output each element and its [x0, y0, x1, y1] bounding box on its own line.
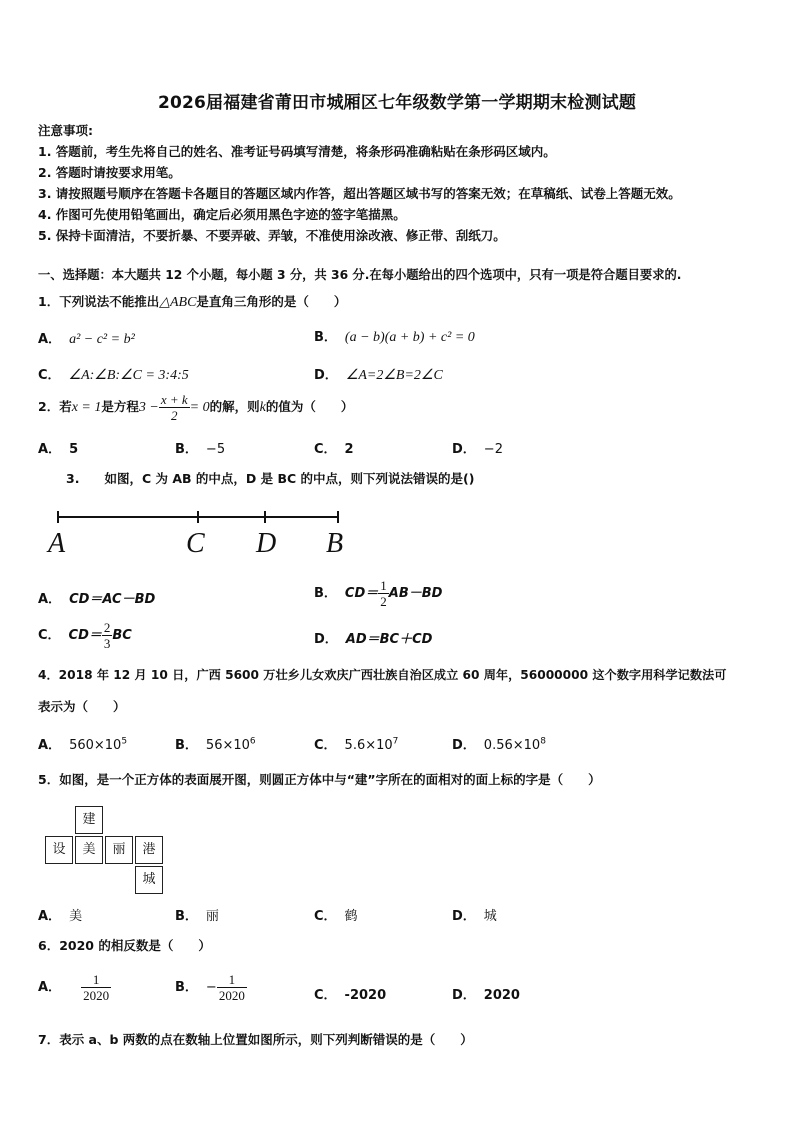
q6-option-c: C． -2020 — [314, 988, 387, 1003]
q5-cube-net — [45, 806, 175, 896]
q3-point-a: A — [48, 528, 66, 559]
q5-stem: 5．如图，是一个正方体的表面展开图，则圆正方体中与“建”字所在的面相对的面上标的字是（ ） — [38, 772, 601, 787]
q3-option-b: B． CD＝ $\frac{1}{2}$ AB－BD — [314, 578, 443, 609]
net-cell: 港 — [135, 836, 163, 864]
q2-stem: 2．若x = 1是方程3 − $\frac{x + k}{2}$ = 0的解，则k的值为（ ） — [38, 392, 354, 423]
q2-option-b: B． −5 — [175, 442, 226, 457]
q1-stem: 1．下列说法不能推出△ABC是直角三角形的是（ ） — [38, 294, 347, 310]
q5-option-d: D． 城 — [452, 909, 497, 924]
q2-option-a: A． 5 — [38, 442, 79, 457]
q4-option-c: C． $5.6\times 10^7$ — [314, 736, 399, 753]
notice-item-4: 4. 作图可先使用铅笔画出，确定后必须用黑色字迹的签字笔描黑。 — [38, 207, 406, 222]
q5-option-c: C． 鹤 — [314, 909, 358, 924]
q6-option-b: B． − $\frac{1}{2020}$ — [175, 972, 245, 1003]
notice-item-1: 1. 答题前，考生先将自己的姓名、准考证号码填写清楚，将条形码准确粘贴在条形码区域内。 — [38, 144, 556, 159]
q3-point-d: D — [256, 528, 277, 559]
q1-option-b: B． (a − b)(a + b) + c² = 0 — [314, 330, 475, 345]
notice-item-3: 3. 请按照题号顺序在答题卡各题目的答题区域内作答，超出答题区域书写的答案无效；在草稿纸、试卷上答题无效。 — [38, 186, 681, 201]
net-cell: 城 — [135, 866, 163, 894]
q3-stem: 3. 如图，C 为 AB 的中点，D 是 BC 的中点，则下列说法错误的是() — [66, 471, 475, 486]
q4-option-b: B． $56\times 10^6$ — [175, 736, 256, 753]
q3-option-d: D． AD＝BC＋CD — [314, 632, 433, 647]
q6-option-a: A． $\frac{1}{2020}$ — [38, 972, 110, 1003]
q3-option-c: C． CD＝ $\frac{2}{3}$ BC — [38, 620, 132, 651]
q4-option-a: A． $560\times 10^5$ — [38, 736, 128, 753]
q6-stem: 6．2020 的相反数是（ ） — [38, 938, 211, 953]
notice-item-2: 2. 答题时请按要求用笔。 — [38, 165, 181, 180]
q5-option-b: B． 丽 — [175, 909, 219, 924]
notice-item-5: 5. 保持卡面清洁，不要折暴、不要弄破、弄皱，不准使用涂改液、修正带、刮纸刀。 — [38, 228, 506, 243]
q2-option-c: C． 2 — [314, 442, 354, 457]
notice-heading: 注意事项: — [38, 123, 93, 138]
q7-stem: 7．表示 a、b 两数的点在数轴上位置如图所示，则下列判断错误的是（ ） — [38, 1032, 473, 1047]
q6-option-d: D． 2020 — [452, 988, 520, 1003]
q3-point-c: C — [186, 528, 205, 559]
q4-option-d: D． $0.56\times 10^8$ — [452, 736, 546, 753]
q1-option-d: D． ∠A=2∠B=2∠C — [314, 368, 443, 383]
net-cell: 美 — [75, 836, 103, 864]
q1-option-c: C． ∠A:∠B:∠C = 3:4:5 — [38, 368, 189, 383]
q4-stem-line1: 4．2018 年 12 月 10 日，广西 5600 万壮乡儿女欢庆广西壮族自治区成立 60 周年，56000000 这个数字用科学记数法可 — [38, 668, 727, 682]
q3-option-a: A． CD＝AC－BD — [38, 592, 156, 607]
net-cell: 建 — [75, 806, 103, 834]
q3-point-b: B — [326, 528, 344, 559]
net-cell: 设 — [45, 836, 73, 864]
section-heading: 一、选择题：本大题共 12 个小题，每小题 3 分，共 36 分.在每小题给出的四个选项中，只有一项是符合题目要求的. — [38, 268, 682, 282]
page-title: 2026届福建省莆田市城厢区七年级数学第一学期期末检测试题 — [157, 93, 637, 113]
q1-option-a: A． a² − c² = b² — [38, 332, 135, 347]
net-cell: 丽 — [105, 836, 133, 864]
q5-option-a: A． 美 — [38, 909, 83, 924]
q4-stem-line2: 表示为（ ） — [38, 699, 126, 714]
q2-option-d: D． −2 — [452, 442, 503, 457]
